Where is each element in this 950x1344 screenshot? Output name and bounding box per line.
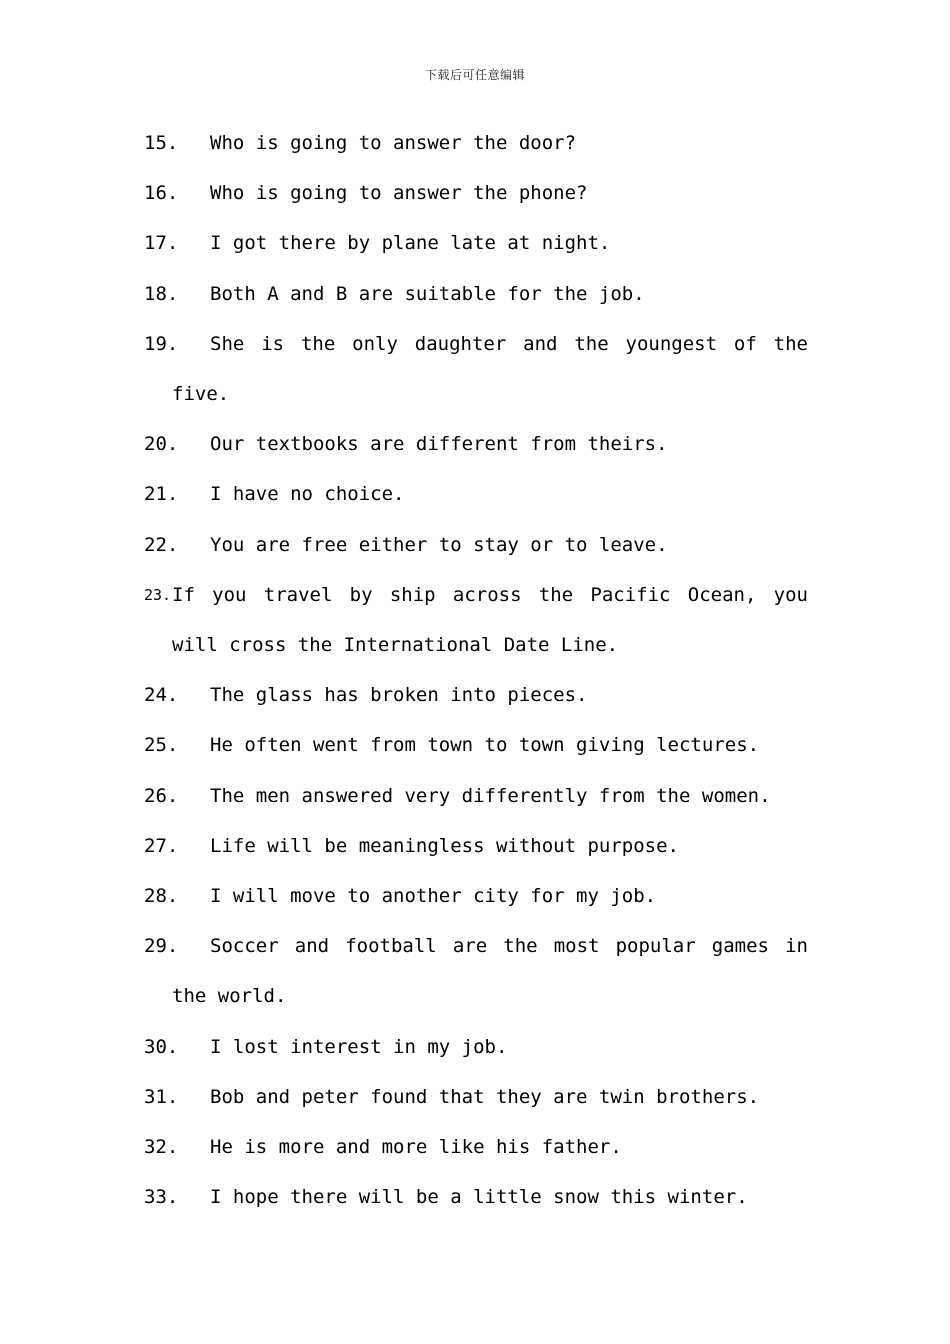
list-item [144,419,808,469]
item-text: He often went from town to town giving lectures. [210,734,760,757]
list-item [144,1172,808,1222]
list-item [144,469,808,519]
list-item [144,168,808,218]
item-number: 31. [144,1085,179,1108]
item-number: 22. [144,533,179,556]
item-text: The men answered very differently from the women. [210,784,771,807]
list-item [144,720,808,770]
item-number: 17. [144,232,179,255]
item-number: 30. [144,1035,179,1058]
sentence-list [144,118,808,1222]
item-number: 20. [144,433,179,456]
item-number: 27. [144,834,179,857]
item-text: I got there by plane late at night. [210,232,611,255]
item-text: I hope there will be a little snow this winter. [210,1186,748,1209]
item-number: 28. [144,885,179,908]
list-item [144,570,808,670]
list-item [144,1122,808,1172]
list-item [144,218,808,268]
item-text: I have no choice. [210,483,405,506]
item-number: 19. [144,332,179,355]
item-number: 21. [144,483,179,506]
item-text [172,921,808,1021]
item-number: 16. [144,182,179,205]
list-item [144,319,808,419]
item-text: I will move to another city for my job. [210,885,657,908]
item-text: Who is going to answer the phone? [210,182,588,205]
item-number: 24. [144,684,179,707]
item-text: Both A and B are suitable for the job. [210,282,645,305]
item-text-line1: Soccer and football are the most popular games in [210,935,808,958]
list-item [144,670,808,720]
item-text: Life will be meaningless without purpose. [210,834,679,857]
item-text [172,570,808,670]
item-text: You are free either to stay or to leave. [210,533,668,556]
list-item [144,771,808,821]
item-text: He is more and more like his father. [210,1136,622,1159]
item-text: Who is going to answer the door? [210,132,577,154]
item-text: Our textbooks are different from theirs. [210,433,668,456]
item-number: 26. [144,784,179,807]
list-item [144,871,808,921]
list-item [144,821,808,871]
item-text [172,319,808,419]
item-text-line1: If you travel by ship across the Pacific Ocean, you [172,583,808,606]
item-text: I lost interest in my job. [210,1035,508,1058]
list-item [144,269,808,319]
item-text-continuation: five. [172,383,230,406]
item-text-line1: She is the only daughter and the youngest of the [210,332,808,355]
item-number: 15. [144,132,179,154]
list-item [144,1072,808,1122]
list-item [144,1022,808,1072]
page-header: 下载后可任意编辑 [424,68,525,82]
list-item [144,520,808,570]
item-number: 29. [144,935,179,958]
item-text: The glass has broken into pieces. [210,684,588,707]
list-item [144,118,808,168]
item-text: Bob and peter found that they are twin brothers. [210,1085,760,1108]
list-item [144,921,808,1021]
item-number: 25. [144,734,179,757]
item-number: 32. [144,1136,179,1159]
item-number: 33. [144,1186,179,1209]
item-text-continuation: will cross the International Date Line. [172,634,619,657]
item-text-continuation: the world. [172,985,287,1008]
item-number: 18. [144,282,179,305]
item-number: 23. [144,585,172,604]
